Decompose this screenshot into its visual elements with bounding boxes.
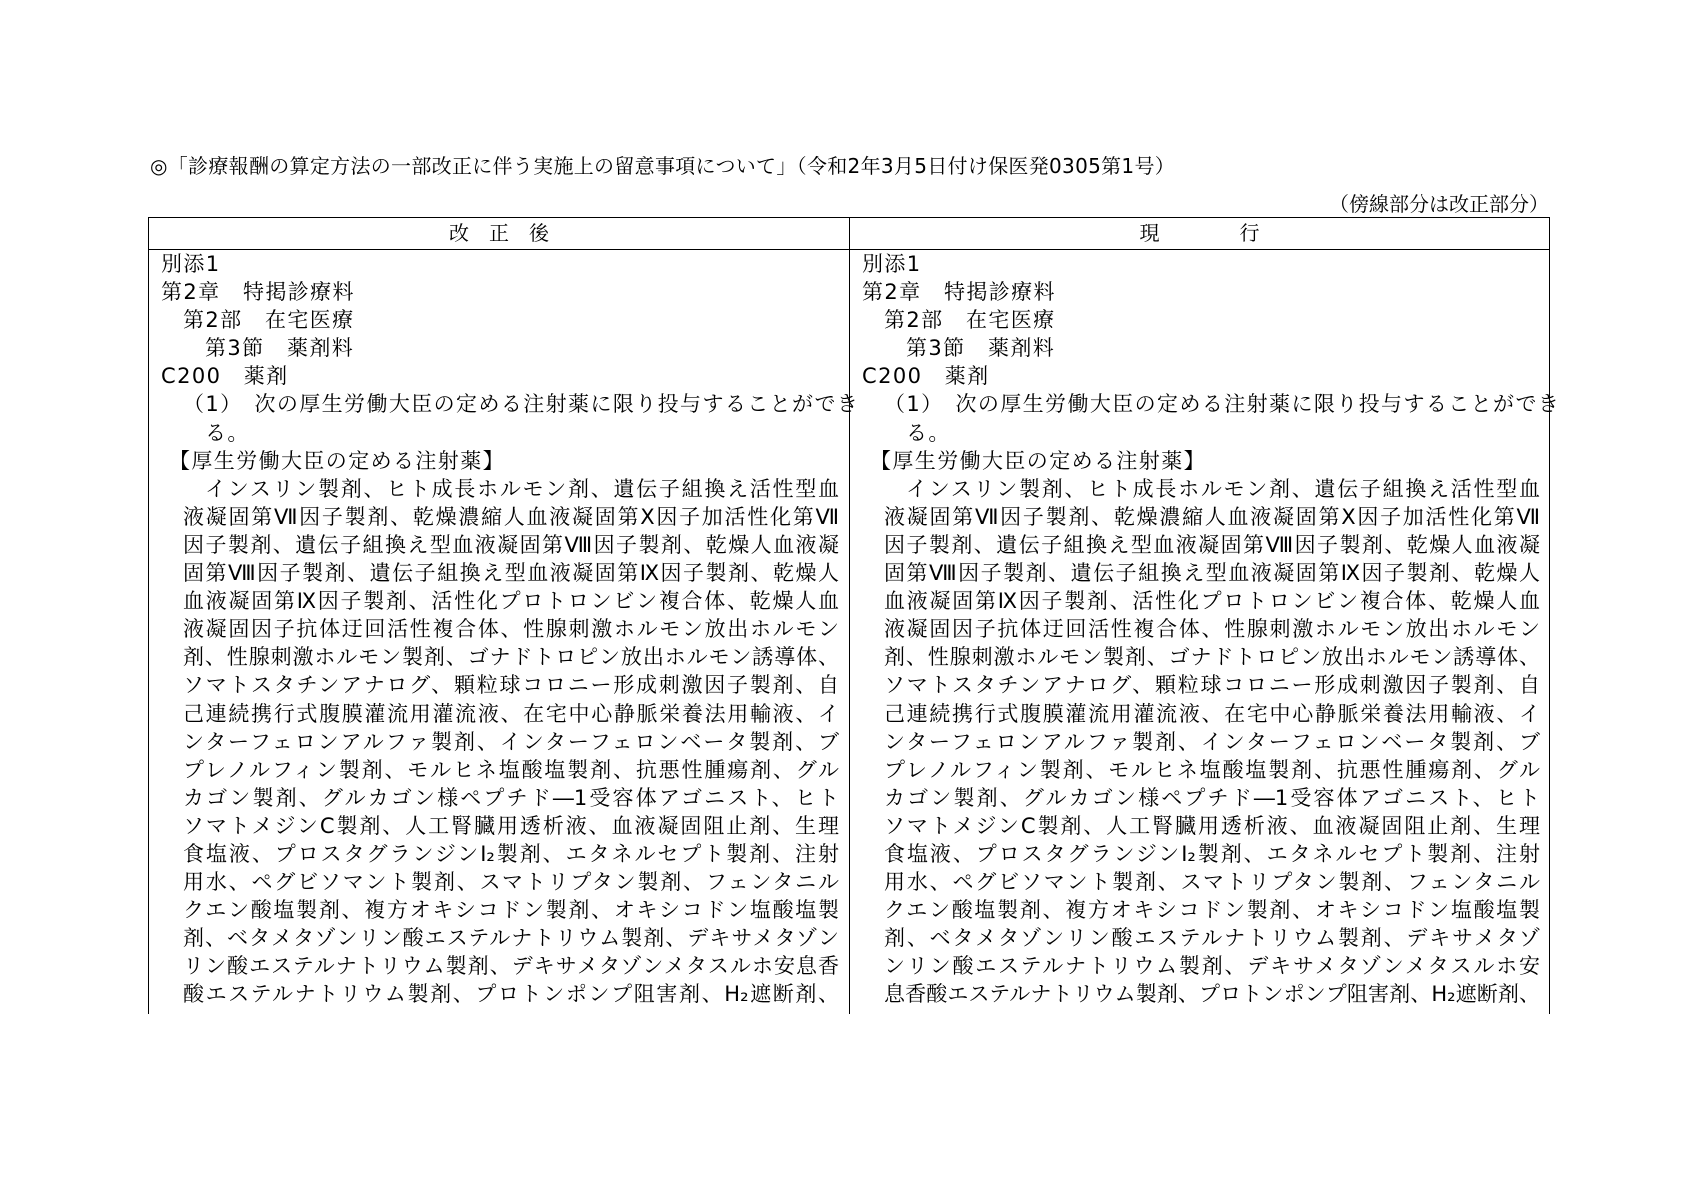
revision-note: （傍線部分は改正部分）	[1329, 192, 1549, 216]
text-line: る。	[906, 420, 951, 445]
text-line: 血液凝固第Ⅸ因子製剤、活性化プロトロンビン複合体、乾燥人血	[884, 589, 1540, 614]
text-line: 用水、ペグビソマント製剤、スマトリプタン製剤、フェンタニル	[884, 870, 1540, 895]
text-line: プレノルフィン製剤、モルヒネ塩酸塩製剤、抗悪性腫瘍剤、グル	[183, 757, 839, 782]
text-line: 己連続携行式腹膜灌流用灌流液、在宅中心静脈栄養法用輸液、イ	[183, 701, 839, 726]
text-line: ンリン酸エステルナトリウム製剤、デキサメタゾンメタスルホ安	[884, 954, 1540, 979]
revised-column	[149, 250, 860, 1009]
text-line: 剤、性腺刺激ホルモン製剤、ゴナドトロピン放出ホルモン誘導体、	[884, 645, 1540, 670]
text-line: ソマトメジンC製剤、人工腎臓用透析液、血液凝固阻止剤、生理	[884, 813, 1540, 838]
text-line: （1） 次の厚生労働大臣の定める注射薬に限り投与することができ	[183, 392, 860, 417]
comparison-table	[148, 217, 1561, 1014]
text-line: インスリン製剤、ヒト成長ホルモン剤、遺伝子組換え活性型血	[205, 476, 839, 501]
text-line: クエン酸塩製剤、複方オキシコドン製剤、オキシコドン塩酸塩製	[183, 898, 839, 923]
text-line: 剤、性腺刺激ホルモン製剤、ゴナドトロピン放出ホルモン誘導体、	[183, 645, 839, 670]
document-title: ◎「診療報酬の算定方法の一部改正に伴う実施上の留意事項について」（令和2年3月5日付け保医発0305第1号）	[150, 154, 1176, 178]
text-line: ソマトスタチンアナログ、顆粒球コロニー形成刺激因子製剤、自	[884, 673, 1540, 698]
text-line: 別添1	[862, 252, 922, 276]
text-line: 血液凝固第Ⅸ因子製剤、活性化プロトロンビン複合体、乾燥人血	[183, 589, 839, 614]
text-line: 第2部 在宅医療	[183, 308, 355, 333]
text-line: ソマトスタチンアナログ、顆粒球コロニー形成刺激因子製剤、自	[183, 673, 839, 698]
text-line: る。	[205, 420, 250, 445]
text-line: 【厚生労働大臣の定める注射薬】	[169, 448, 505, 473]
text-line: 剤、ベタメタゾンリン酸エステルナトリウム製剤、デキサメタゾ	[884, 926, 1540, 951]
text-line: リン酸エステルナトリウム製剤、デキサメタゾンメタスルホ安息香	[183, 954, 839, 979]
text-line: 息香酸エステルナトリウム製剤、プロトンポンプ阻害剤、H₂遮断剤、	[884, 982, 1540, 1007]
text-line: ンターフェロンアルファ製剤、インターフェロンベータ製剤、ブ	[884, 729, 1540, 754]
text-line: プレノルフィン製剤、モルヒネ塩酸塩製剤、抗悪性腫瘍剤、グル	[884, 757, 1540, 782]
text-line: 用水、ペグビソマント製剤、スマトリプタン製剤、フェンタニル	[183, 870, 839, 895]
text-line: 液凝固因子抗体迂回活性複合体、性腺刺激ホルモン放出ホルモン	[183, 617, 839, 642]
text-line: クエン酸塩製剤、複方オキシコドン製剤、オキシコドン塩酸塩製	[884, 898, 1540, 923]
text-line: ンターフェロンアルファ製剤、インターフェロンベータ製剤、ブ	[183, 729, 839, 754]
text-line: 固第Ⅷ因子製剤、遺伝子組換え型血液凝固第Ⅸ因子製剤、乾燥人	[183, 561, 839, 586]
text-line: 【厚生労働大臣の定める注射薬】	[870, 448, 1206, 473]
text-line: 酸エステルナトリウム製剤、プロトンポンプ阻害剤、H₂遮断剤、	[183, 982, 839, 1007]
text-line: 剤、ベタメタゾンリン酸エステルナトリウム製剤、デキサメタゾン	[183, 926, 839, 951]
current-column	[850, 250, 1561, 1009]
header-revised: 改 正 後	[449, 221, 549, 245]
text-line: 食塩液、プロスタグランジンI₂製剤、エタネルセプト製剤、注射	[884, 841, 1540, 866]
text-line: 液凝固第Ⅶ因子製剤、乾燥濃縮人血液凝固第Ⅹ因子加活性化第Ⅶ	[183, 504, 839, 529]
text-line: 液凝固因子抗体迂回活性複合体、性腺刺激ホルモン放出ホルモン	[884, 617, 1540, 642]
text-line: ソマトメジンC製剤、人工腎臓用透析液、血液凝固阻止剤、生理	[183, 813, 839, 838]
text-line: 己連続携行式腹膜灌流用灌流液、在宅中心静脈栄養法用輸液、イ	[884, 701, 1540, 726]
text-line: 第2章 特掲診療料	[862, 280, 1056, 305]
text-line: 因子製剤、遺伝子組換え型血液凝固第Ⅷ因子製剤、乾燥人血液凝	[884, 532, 1540, 557]
text-line: 第3節 薬剤料	[906, 336, 1056, 361]
text-line: 固第Ⅷ因子製剤、遺伝子組換え型血液凝固第Ⅸ因子製剤、乾燥人	[884, 561, 1540, 586]
text-line: カゴン製剤、グルカゴン様ペプチド―1受容体アゴニスト、ヒト	[183, 785, 839, 810]
text-line: C200 薬剤	[862, 364, 990, 389]
text-line: 因子製剤、遺伝子組換え型血液凝固第Ⅷ因子製剤、乾燥人血液凝	[183, 532, 839, 557]
text-line: 第3節 薬剤料	[205, 336, 355, 361]
text-line: 食塩液、プロスタグランジンI₂製剤、エタネルセプト製剤、注射	[183, 841, 839, 866]
text-line: 液凝固第Ⅶ因子製剤、乾燥濃縮人血液凝固第Ⅹ因子加活性化第Ⅶ	[884, 504, 1540, 529]
text-line: 第2章 特掲診療料	[161, 280, 355, 305]
text-line: （1） 次の厚生労働大臣の定める注射薬に限り投与することができ	[884, 392, 1561, 417]
text-line: 別添1	[161, 252, 221, 276]
header-current: 現 行	[1139, 221, 1260, 245]
text-line: 第2部 在宅医療	[884, 308, 1056, 333]
text-line: カゴン製剤、グルカゴン様ペプチド―1受容体アゴニスト、ヒト	[884, 785, 1540, 810]
text-line: C200 薬剤	[161, 364, 289, 389]
text-line: インスリン製剤、ヒト成長ホルモン剤、遺伝子組換え活性型血	[906, 476, 1540, 501]
